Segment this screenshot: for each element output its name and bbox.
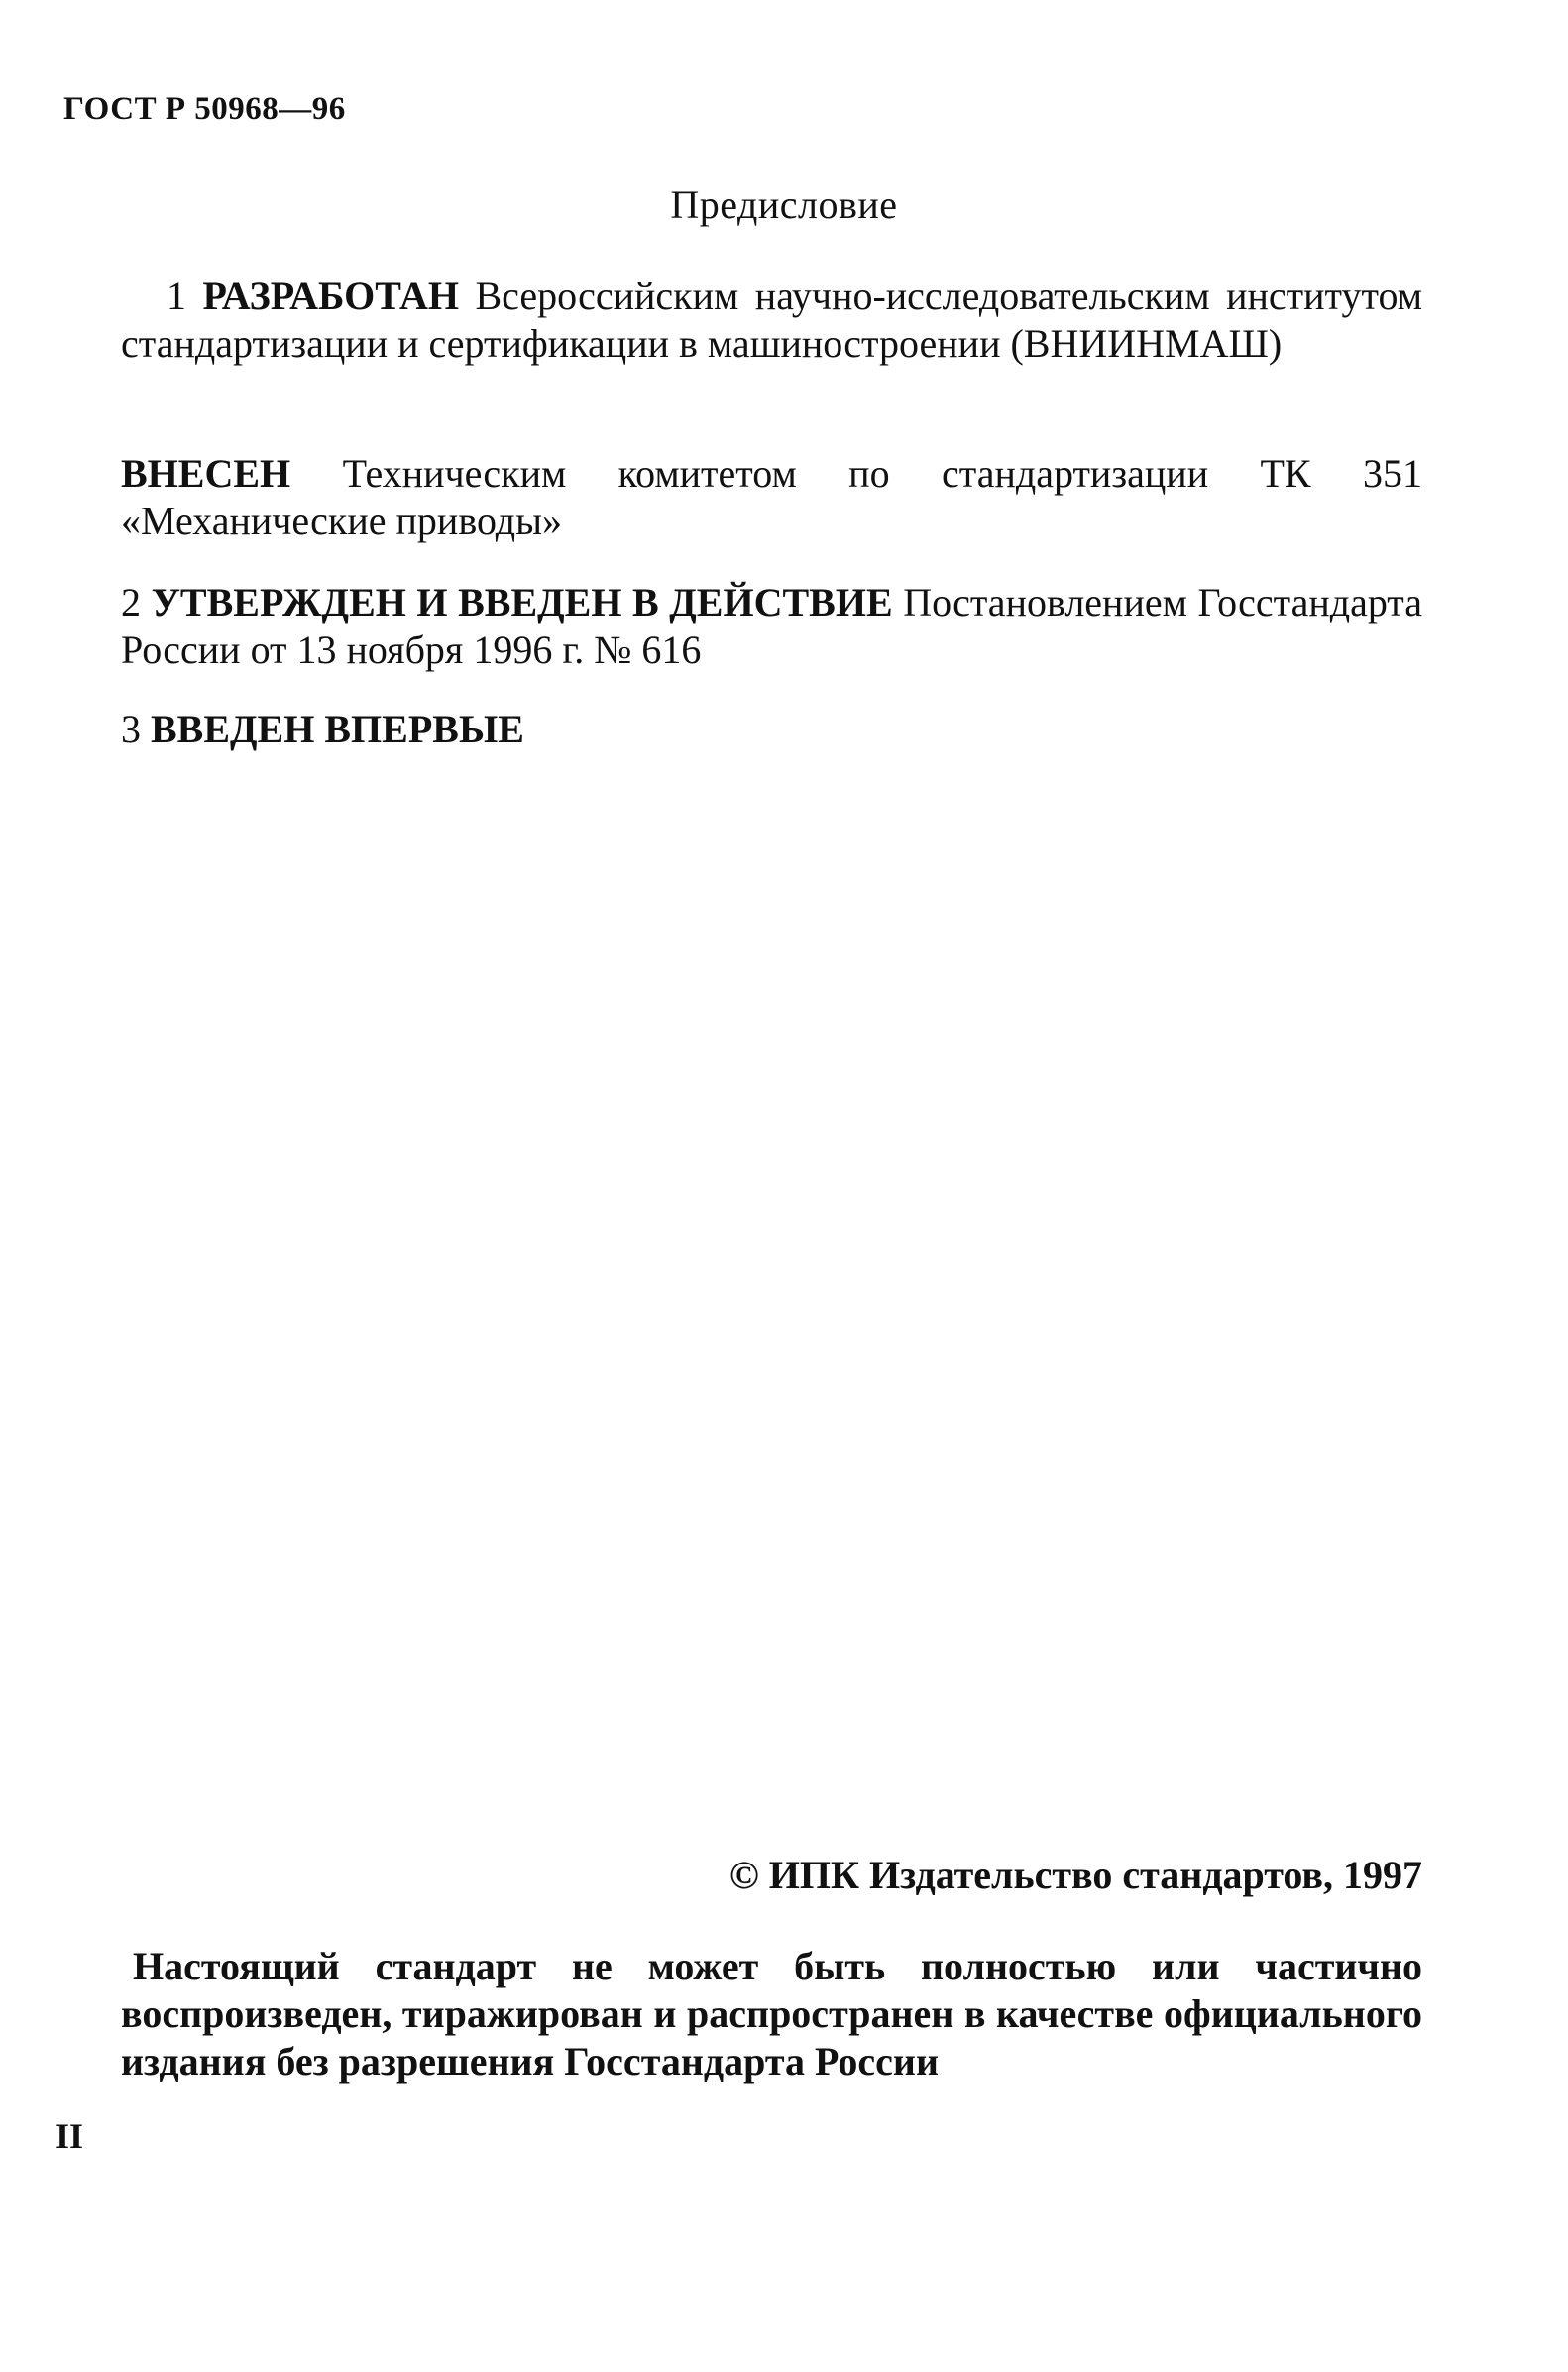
section-heading: Предисловие [670, 182, 898, 227]
item-text: Постановлением Госстандарта России от 13 ноября 1996 г. № 616 [121, 580, 1423, 672]
item-text: Всероссийским научно-исследовательским институтом стандартизации и сертификации в машиностроении (ВНИИНМАШ) [121, 274, 1423, 366]
reproduction-notice [121, 1943, 1422, 2086]
copyright-notice: © ИПК Издательство стандартов, 1997 [728, 1853, 1422, 1897]
item-number: 2 [121, 580, 141, 624]
foreword-item-1 [121, 273, 1422, 368]
item-number: 3 [121, 707, 141, 751]
item-lead: ВВЕДЕН ВПЕРВЫЕ [151, 707, 524, 751]
foreword-item-3 [121, 706, 1422, 753]
item-lead: ВНЕСЕН [121, 451, 291, 496]
notice-text: Настоящий стандарт не может быть полностью или частично воспроизведен, тиражирован и распространен в качестве официального издания без разрешения Госстандарта России [121, 1944, 1422, 2084]
item-lead: УТВЕРЖДЕН И ВВЕДЕН В ДЕЙСТВИЕ [151, 580, 893, 624]
document-code: ГОСТ Р 50968—96 [63, 91, 346, 127]
item-lead: РАЗРАБОТАН [202, 274, 459, 318]
item-number: 1 [167, 274, 186, 318]
foreword-item-2 [121, 579, 1422, 674]
page-number: II [56, 2116, 84, 2156]
item-text: Техническим комитетом по стандартизации ТК 351 «Механические приводы» [121, 451, 1423, 543]
foreword-item-submitted [121, 450, 1422, 545]
